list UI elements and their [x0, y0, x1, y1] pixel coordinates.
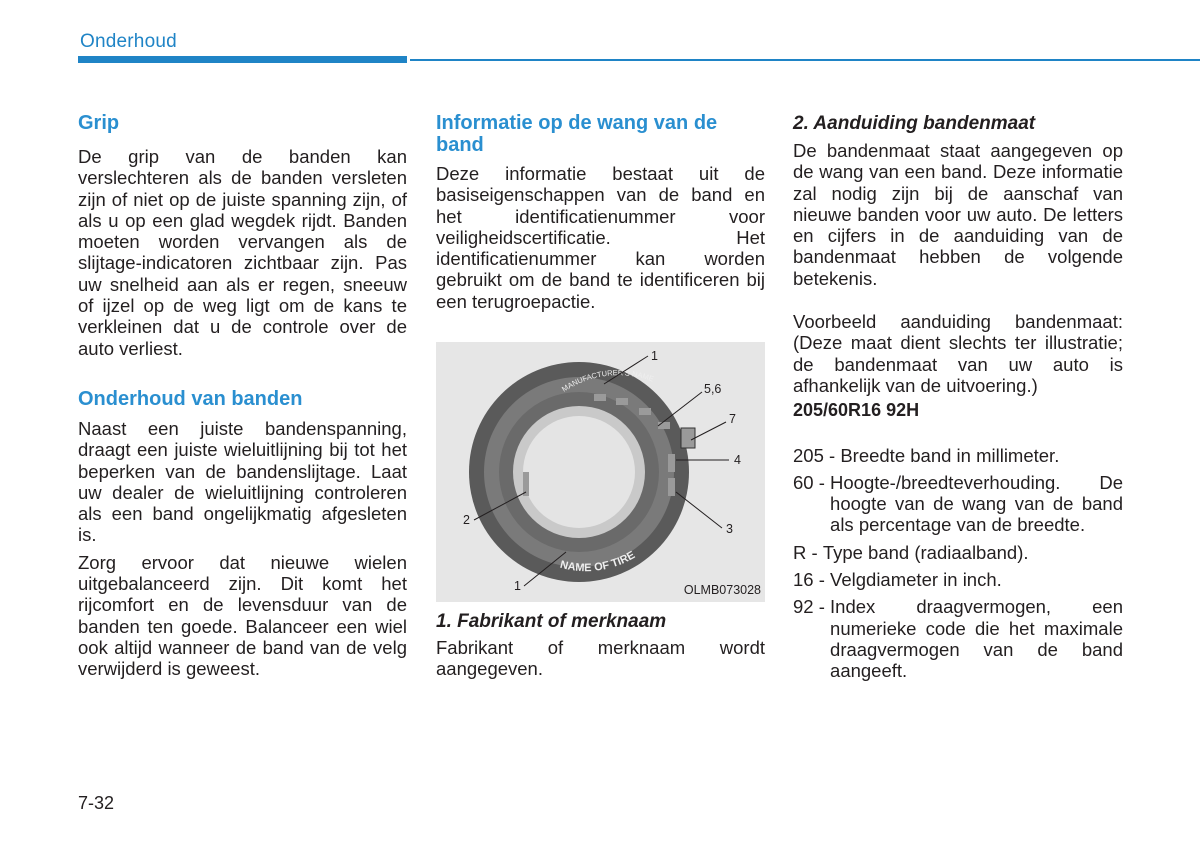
maintenance-heading: Onderhoud van banden: [78, 387, 303, 410]
tire-size-legend: [793, 445, 1123, 682]
sidewall-mark: [681, 428, 695, 448]
legend-key: R -: [793, 541, 823, 563]
callout-3: 3: [726, 522, 733, 537]
legend-text: Hoogte-/breedteverhouding. De hoogte van de wang van de band als percentage van de breedte.: [830, 471, 1123, 536]
legend-key: 60 -: [793, 471, 831, 493]
legend-item: [793, 472, 1123, 536]
callout-4: 4: [734, 453, 741, 468]
manufacturer-text: Fabrikant of merknaam wordt aangegeven.: [436, 637, 765, 680]
tire-illustration: [436, 342, 765, 602]
sidewall-mark: [639, 408, 651, 415]
sidewall-mark: [594, 394, 606, 401]
tire-text-bottom: NAME OF TIRE: [558, 549, 638, 575]
figure-code: OLMB073028: [683, 583, 761, 598]
tire-size-intro: De bandenmaat staat aangegeven op de wang van een band. Deze informatie zal nodig zijn bij de aanschaf van nieuwe banden voor uw auto. De letters en cijfers in de aanduiding van de bandenmaat hebben de volgende betekenis.: [793, 140, 1123, 289]
tire-text-top: MANUFACTURER'S NAME: [560, 368, 656, 394]
legend-text: Type band (radiaalband).: [822, 541, 1029, 563]
sidewall-mark: [616, 398, 628, 405]
section-title: Onderhoud: [80, 31, 177, 52]
header-bar: [78, 56, 407, 63]
column-middle: [436, 112, 765, 680]
tire-size-example-code: 205/60R16 92H: [793, 400, 920, 421]
sidewall-mark: [668, 478, 675, 496]
maintenance-paragraph-1: Naast een juiste bandenspanning, draagt een juiste wieluitlijning bij tot het beperken van de bandenslijtage. Laat uw dealer de wieluitlijning controleren als een band ongelijkmatig afgesleten is.: [78, 417, 407, 546]
legend-item: [793, 596, 1123, 681]
sidewall-info-heading: Informatie op de wang van de band: [436, 112, 718, 156]
tire-size-example-intro: Voorbeeld aanduiding bandenmaat: (Deze maat dient slechts ter illustratie; de bandenmaat van uw auto is afhankelijk van de uitvoering.): [793, 311, 1123, 396]
manufacturer-heading: 1. Fabrikant of merknaam: [436, 611, 667, 633]
grip-text: De grip van de banden kan verslechteren als de banden versleten zijn of niet op de juiste spanning zijn, of als u op een glad wegdek rijdt. Banden moeten worden vervangen als de slijtage-indicatoren zichtbaar zijn. Pas uw snelheid aan als er regen, sneeuw of ijzel op de weg ligt om de kans te verkleinen dat u de controle over de auto verliest.: [78, 146, 407, 359]
grip-heading: Grip: [78, 112, 120, 134]
callout-1-bottom: 1: [514, 579, 521, 594]
callout-1-top: 1: [651, 349, 658, 364]
sidewall-info-text: Deze informatie bestaat uit de basiseigenschappen van de band en het identificatienummer voor veiligheidscertificatie. Het identificatienummer kan worden gebruikt om de band te identificeren bij een terugroepactie.: [436, 163, 765, 312]
column-left: [78, 112, 407, 680]
legend-text: Breedte band in millimeter.: [840, 444, 1060, 466]
rim-inner: [523, 416, 635, 528]
tire-size-heading: 2. Aanduiding bandenmaat: [793, 113, 1036, 134]
callout-5-6: 5,6: [704, 382, 722, 397]
legend-key: 16 -: [793, 569, 831, 591]
legend-item: [793, 445, 1123, 466]
callout-7: 7: [729, 412, 736, 427]
legend-key: 92 -: [793, 596, 831, 618]
legend-item: [793, 569, 1123, 590]
legend-item: [793, 542, 1123, 563]
legend-key: 205 -: [793, 444, 841, 466]
tire-diagram: [436, 342, 765, 602]
legend-text: Index draagvermogen, een numerieke code die het maximale draagvermogen van de band aangeeft.: [830, 596, 1123, 682]
header-rule: [410, 59, 1200, 61]
page-number: 7-32: [78, 793, 115, 813]
legend-text: Velgdiameter in inch.: [830, 569, 1002, 591]
maintenance-paragraph-2: Zorg ervoor dat nieuwe wielen uitgebalanceerd zijn. Dit komt het rijcomfort en de levensduur van de banden ten goede. Balanceer een wiel ook altijd wanneer de band van de velg verwijderd is geweest.: [78, 551, 407, 680]
callout-2: 2: [463, 513, 470, 528]
sidewall-mark: [658, 422, 670, 429]
sidewall-mark: [668, 454, 675, 472]
column-right: [793, 112, 1123, 682]
